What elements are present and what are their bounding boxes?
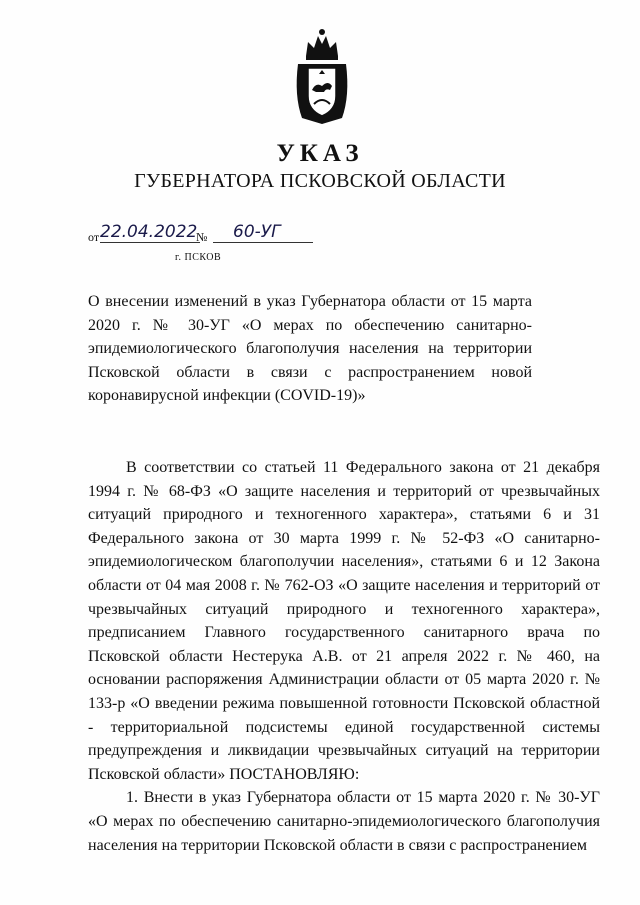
document-title: УКАЗ [276,140,364,167]
document-subtitle: ГУБЕРНАТОРА ПСКОВСКОЙ ОБЛАСТИ [134,170,506,192]
city-label: г. ПСКОВ [175,252,222,263]
document-subject: О внесении изменений в указ Губернатора области от 15 марта 2020 г. № 30-УГ «О мерах по обеспечению санитарно-эпидемиологического благополучия населения на территории Псковской области в связи с распространением новой коронавирусной инфекции (COVID-19)» [88,293,532,404]
coat-of-arms-icon [292,26,352,126]
date-prefix: от [88,230,100,244]
number-sign: № [196,230,208,244]
handwritten-number: 60-УГ [213,222,313,243]
preamble-paragraph: В соответствии со статьей 11 Федерального закона от 21 декабря 1994 г. № 68-ФЗ «О защите населения и территорий от чрезвычайных ситуаций природного и техногенного характера», статьями 6 и 31 Федерального закона от 30 марта 1999 г. № 52-ФЗ «О санитарно-эпидемиологическом благополучии населения», статьями 6 и 12 Закона области от 04 мая 2008 г. № 762-ОЗ «О защите населения и территорий от чрезвычайных ситуаций природного и техногенного характера», предписанием Главного государственного санитарного врача по Псковской области Нестерука А.В. от 21 апреля 2022 г. № 460, на основании распоряжения Администрации области от 05 марта 2020 г. № 133-р «О введении режима повышенной готовности Псковской областной - территориальной подсистемы единой государственной системы предупреждения и ликвидации чрезвычайных ситуаций на территории Псковской области» ПОСТАНОВЛЯЮ: [88,459,600,783]
document-body [88,456,600,857]
item-1-paragraph: 1. Внести в указ Губернатора области от 15 марта 2020 г. № 30-УГ «О мерах по обеспечению санитарно-эпидемиологического благополучия населения на территории Псковской области в связи с распространением [88,789,600,854]
handwritten-date: 22.04.2022 [100,222,200,243]
